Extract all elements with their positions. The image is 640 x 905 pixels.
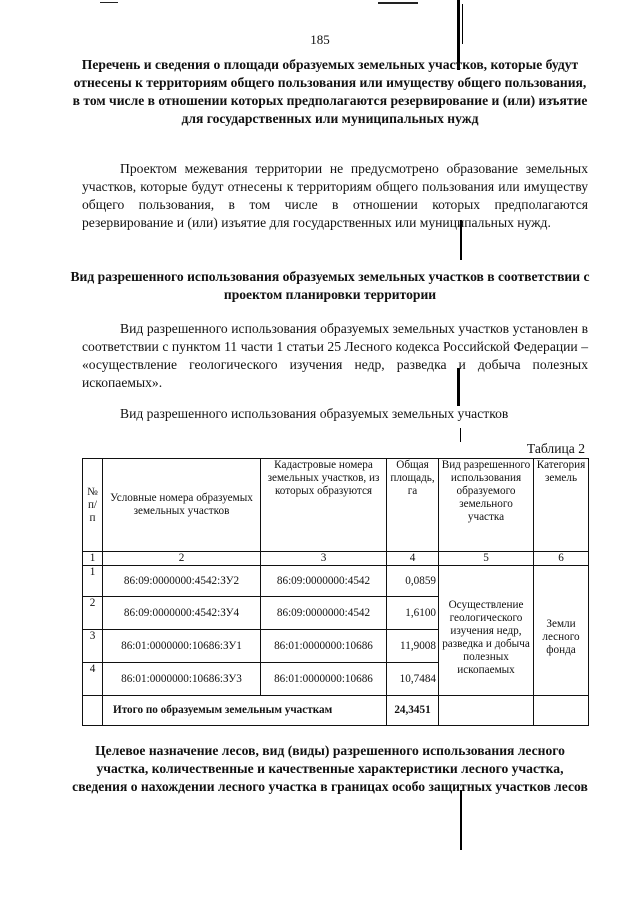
- paragraph-no-common-use-plots: Проектом межевания территории не предусмотрено образование земельных участков, которые будут отнесены к территориям общего пользования или имуществу общего пользования, в том числе в отношении которых предполагаются резервирование и (или) изъятие для государственных или муниципальных нужд.: [82, 161, 588, 230]
- table-caption: Таблица 2: [526, 441, 585, 456]
- scan-artifact: [100, 2, 118, 3]
- column-number: 3: [261, 552, 387, 566]
- header-permitted-use: Вид разрешенного использования образуемого земельного участка: [439, 459, 534, 552]
- header-cadastral-numbers: Кадастровые номера земельных участков, из которых образуются: [261, 459, 387, 552]
- table-intro-line: Вид разрешенного использования образуемых земельных участков: [120, 406, 509, 421]
- column-number: 5: [439, 552, 534, 566]
- section-heading-forest-purpose: Целевое назначение лесов, вид (виды) разрешенного использования лесного участка, количественные и качественные характеристики лесного участка, сведения о нахождении лесного участка в границах особо защитных участков лесов: [72, 743, 588, 794]
- plot-area: 1,6100: [387, 597, 439, 630]
- column-number: 6: [534, 552, 589, 566]
- total-value: 24,3451: [387, 696, 439, 726]
- land-category-cell: Земли лесного фонда: [534, 566, 589, 696]
- scan-artifact: [460, 428, 461, 442]
- header-total-area: Общая площадь, га: [387, 459, 439, 552]
- cadastral-number: 86:01:0000000:10686: [261, 663, 387, 696]
- permitted-use-cell: Осуществление геологического изучения недр, разведка и добыча полезных ископаемых: [439, 566, 534, 696]
- section-heading-permitted-use: Вид разрешенного использования образуемых земельных участков в соответствии с проектом планировки территории: [70, 269, 590, 302]
- cadastral-number: 86:09:0000000:4542: [261, 597, 387, 630]
- column-numbers-row: [83, 552, 589, 566]
- plot-number: 86:01:0000000:10686:ЗУ1: [103, 630, 261, 663]
- section-heading-plots-common-use: Перечень и сведения о площади образуемых земельных участков, которые будут отнесены к территориям общего пользования или имуществу общего пользования, в том числе в отношении которых предполагаются резервирование и (или) изъятие для государственных или муниципальных нужд: [72, 57, 588, 126]
- paragraph-permitted-use: Вид разрешенного использования образуемых земельных участков установлен в соответствии с пунктом 11 части 1 статьи 25 Лесного кодекса Российской Федерации – «осуществление геологического изучения недр, разведка и добыча полезных ископаемых».: [82, 321, 588, 390]
- page-number: 185: [310, 32, 330, 47]
- header-number: № п/п: [83, 459, 103, 552]
- plots-table: [82, 458, 589, 726]
- total-empty-cell: [439, 696, 534, 726]
- row-number: 2: [83, 597, 103, 630]
- table-row: [83, 566, 589, 597]
- plot-area: 10,7484: [387, 663, 439, 696]
- total-label: Итого по образуемым земельным участкам: [103, 696, 387, 726]
- total-empty-cell: [83, 696, 103, 726]
- plot-area: 0,0859: [387, 566, 439, 597]
- plot-number: 86:09:0000000:4542:ЗУ4: [103, 597, 261, 630]
- scan-artifact: [460, 790, 462, 850]
- cadastral-number: 86:09:0000000:4542: [261, 566, 387, 597]
- plot-number: 86:09:0000000:4542:ЗУ2: [103, 566, 261, 597]
- table-header-row: [83, 459, 589, 552]
- cadastral-number: 86:01:0000000:10686: [261, 630, 387, 663]
- column-number: 1: [83, 552, 103, 566]
- plot-number: 86:01:0000000:10686:ЗУ3: [103, 663, 261, 696]
- plot-area: 11,9008: [387, 630, 439, 663]
- column-number: 2: [103, 552, 261, 566]
- table-total-row: [83, 696, 589, 726]
- row-number: 3: [83, 630, 103, 663]
- header-plot-numbers: Условные номера образуемых земельных участков: [103, 459, 261, 552]
- column-number: 4: [387, 552, 439, 566]
- scan-artifact: [378, 2, 418, 4]
- row-number: 4: [83, 663, 103, 696]
- header-land-category: Категория земель: [534, 459, 589, 552]
- total-empty-cell: [534, 696, 589, 726]
- row-number: 1: [83, 566, 103, 597]
